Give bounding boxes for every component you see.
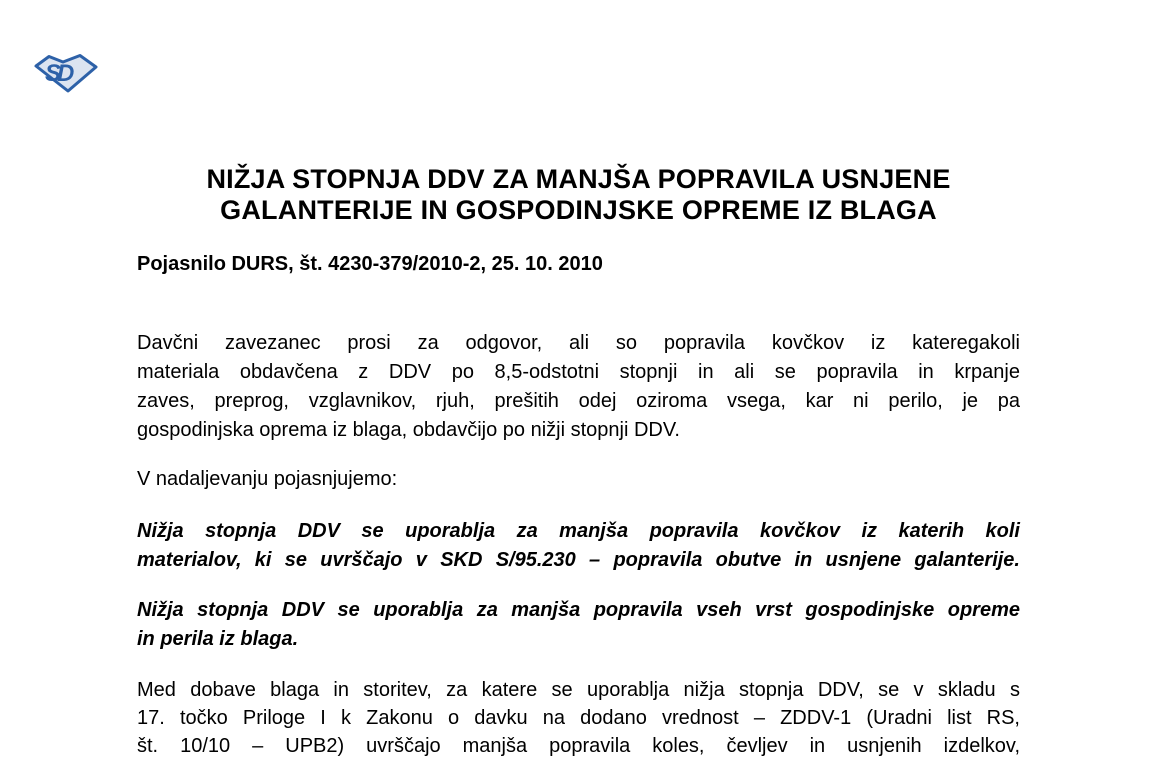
paragraph-intro: V nadaljevanju pojasnjujemo: xyxy=(137,468,398,490)
paragraph-question-line-3: zaves, preprog, vzglavnikov, rjuh, prešitih odej oziroma vsega, kar ni perilo, je pa xyxy=(137,390,1020,412)
paragraph-legal xyxy=(137,676,1020,760)
document-body xyxy=(137,0,1020,757)
document-title-line-2: GALANTERIJE IN GOSPODINJSKE OPREME IZ BLAGA xyxy=(220,195,937,225)
sd-logo xyxy=(34,53,98,93)
paragraph-question-line-1: Davčni zavezanec prosi za odgovor, ali so popravila kovčkov iz kateregakoli xyxy=(137,332,1020,354)
sd-logo-icon xyxy=(34,53,98,93)
paragraph-legal-line-3-clipped: št. 10/10 – UPB2) uvrščajo manjša popravila koles, čevljev in usnjenih izdelkov, xyxy=(137,735,1020,757)
document-title xyxy=(137,164,1020,226)
paragraph-question-line-2: materiala obdavčena z DDV po 8,5-odstotni stopnji in ali se popravila in krpanje xyxy=(137,361,1020,383)
paragraph-answer-1 xyxy=(137,517,1020,575)
paragraph-answer-1-line-2: materialov, ki se uvrščajo v SKD S/95.230 – popravila obutve in usnjene galanterije. xyxy=(137,549,1020,571)
paragraph-answer-2-line-1: Nižja stopnja DDV se uporablja za manjša popravila vseh vrst gospodinjske opreme xyxy=(137,599,1020,621)
paragraph-answer-1-line-1: Nižja stopnja DDV se uporablja za manjša popravila kovčkov iz katerih koli xyxy=(137,520,1020,542)
paragraph-legal-line-2: 17. točko Priloge I k Zakonu o davku na dodano vrednost – ZDDV-1 (Uradni list RS, xyxy=(137,707,1020,729)
logo-letters: SD xyxy=(45,60,71,87)
paragraph-question xyxy=(137,329,1020,445)
paragraph-question-line-4: gospodinjska oprema iz blaga, obdavčijo po nižji stopnji DDV. xyxy=(137,419,680,441)
paragraph-answer-2 xyxy=(137,596,1020,654)
paragraph-answer-2-line-2: in perila iz blaga. xyxy=(137,628,299,650)
document-reference: Pojasnilo DURS, št. 4230-379/2010-2, 25. 10. 2010 xyxy=(137,253,603,275)
paragraph-legal-line-1: Med dobave blaga in storitev, za katere se uporablja nižja stopnja DDV, se v skladu s xyxy=(137,679,1020,701)
document-title-line-1: NIŽJA STOPNJA DDV ZA MANJŠA POPRAVILA USNJENE xyxy=(206,164,951,194)
